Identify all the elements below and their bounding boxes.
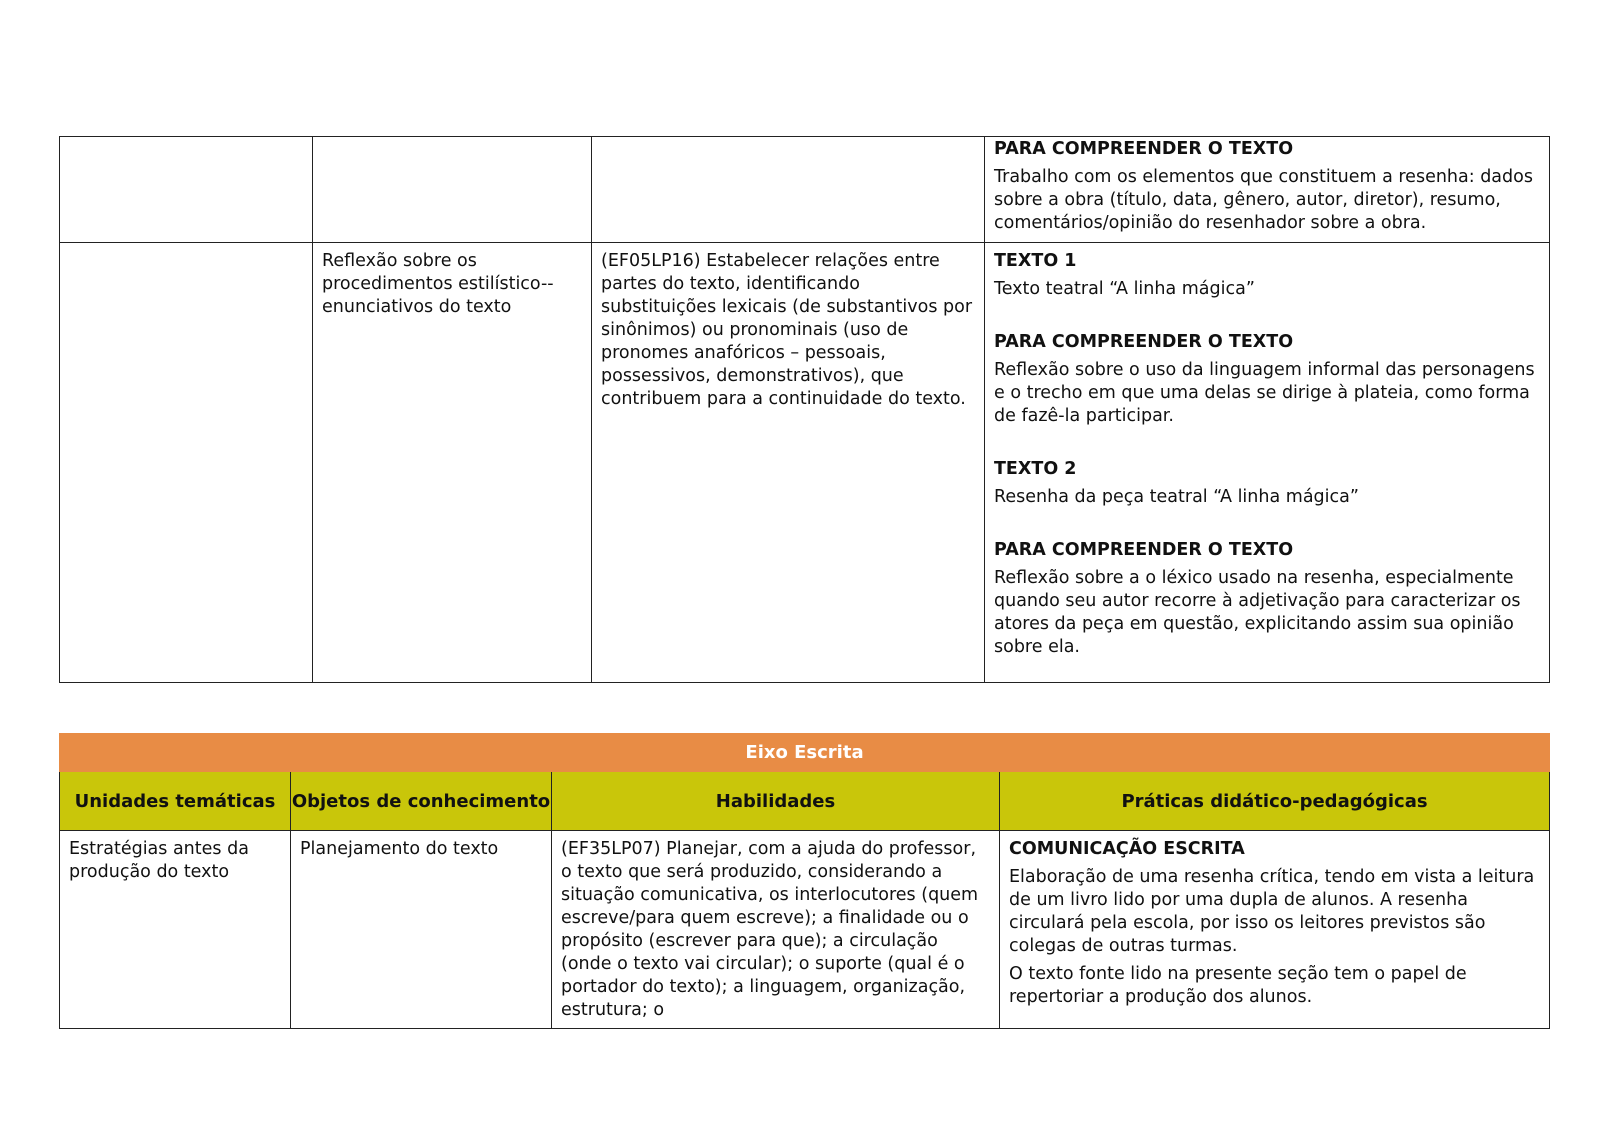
practices-cell [1000,831,1550,1029]
table-row [60,243,1550,683]
eixo-escrita-table [59,733,1549,1029]
knowledge-object-text: Reflexão sobre os procedimentos estilístico--enunciativos do texto [322,251,554,317]
text2-comprehension-heading: PARA COMPREENDER O TEXTO [994,540,1294,560]
skill-text: (EF35LP07) Planejar, com a ajuda do professor, o texto que será produzido, considerando a situação comunicativa, os interlocutores (quem escreve/para quem escreve); a finalidade ou o propósito (escrever para que); a circulação (onde o texto vai circular); o suporte (qual é o portador do texto); a linguagem, organização, estrutura; o [561,839,979,1020]
practice-text-2: O texto fonte lido na presente seção tem o papel de repertoriar a produção dos alunos. [1009,964,1467,1007]
text2-title: Resenha da peça teatral “A linha mágica” [994,487,1359,507]
header-objetos: Objetos de conhecimento [291,772,552,831]
text1-title: Texto teatral “A linha mágica” [994,279,1255,299]
text1-heading: TEXTO 1 [994,251,1077,271]
header-praticas: Práticas didático-pedagógicas [1000,772,1550,831]
section-title: Eixo Escrita [60,734,1550,772]
table-row [60,831,1550,1029]
practice-heading: COMUNICAÇÃO ESCRITA [1009,839,1245,859]
unit-cell [60,137,313,243]
skill-cell [592,243,985,683]
practices-cell [985,243,1550,683]
knowledge-cell [291,831,552,1029]
header-unidades: Unidades temáticas [60,772,291,831]
skill-cell [592,137,985,243]
unit-text: Estratégias antes da produção do texto [69,839,249,882]
practice-text-1: Elaboração de uma resenha crítica, tendo em vista a leitura de um livro lido por uma dupla de alunos. A resenha circulará pela escola, por isso os leitores previstos são colegas de outras turmas. [1009,867,1535,956]
curriculum-table-continued [59,136,1549,683]
text1-comprehension-heading: PARA COMPREENDER O TEXTO [994,332,1294,352]
knowledge-cell [313,243,592,683]
text2-heading: TEXTO 2 [994,459,1077,479]
skill-text: (EF05LP16) Estabelecer relações entre partes do texto, identificando substituições lexicais (de substantivos por sinônimos) ou pronominais (uso de pronomes anafóricos – pessoais, possessivos, demonstrativos), que contribuem para a continuidade do texto. [601,251,973,409]
unit-cell [60,831,291,1029]
header-row [60,772,1550,831]
text1-comprehension-text: Reflexão sobre o uso da linguagem informal das personagens e o trecho em que uma delas se dirige à plateia, como forma de fazê-la participar. [994,360,1535,426]
knowledge-object-text: Planejamento do texto [300,839,499,859]
practices-text: Trabalho com os elementos que constituem a resenha: dados sobre a obra (título, data, gênero, autor, diretor), resumo, comentários/opinião do resenhador sobre a obra. [994,167,1533,233]
skill-cell [552,831,1000,1029]
header-habilidades: Habilidades [552,772,1000,831]
table-row [60,137,1550,243]
section-title-row [60,734,1550,772]
practices-cell [985,137,1550,243]
unit-cell [60,243,313,683]
text2-comprehension-text: Reflexão sobre a o léxico usado na resenha, especialmente quando seu autor recorre à adjetivação para caracterizar os atores da peça em questão, explicitando assim sua opinião sobre ela. [994,568,1521,657]
knowledge-cell [313,137,592,243]
practices-heading: PARA COMPREENDER O TEXTO [994,139,1294,159]
